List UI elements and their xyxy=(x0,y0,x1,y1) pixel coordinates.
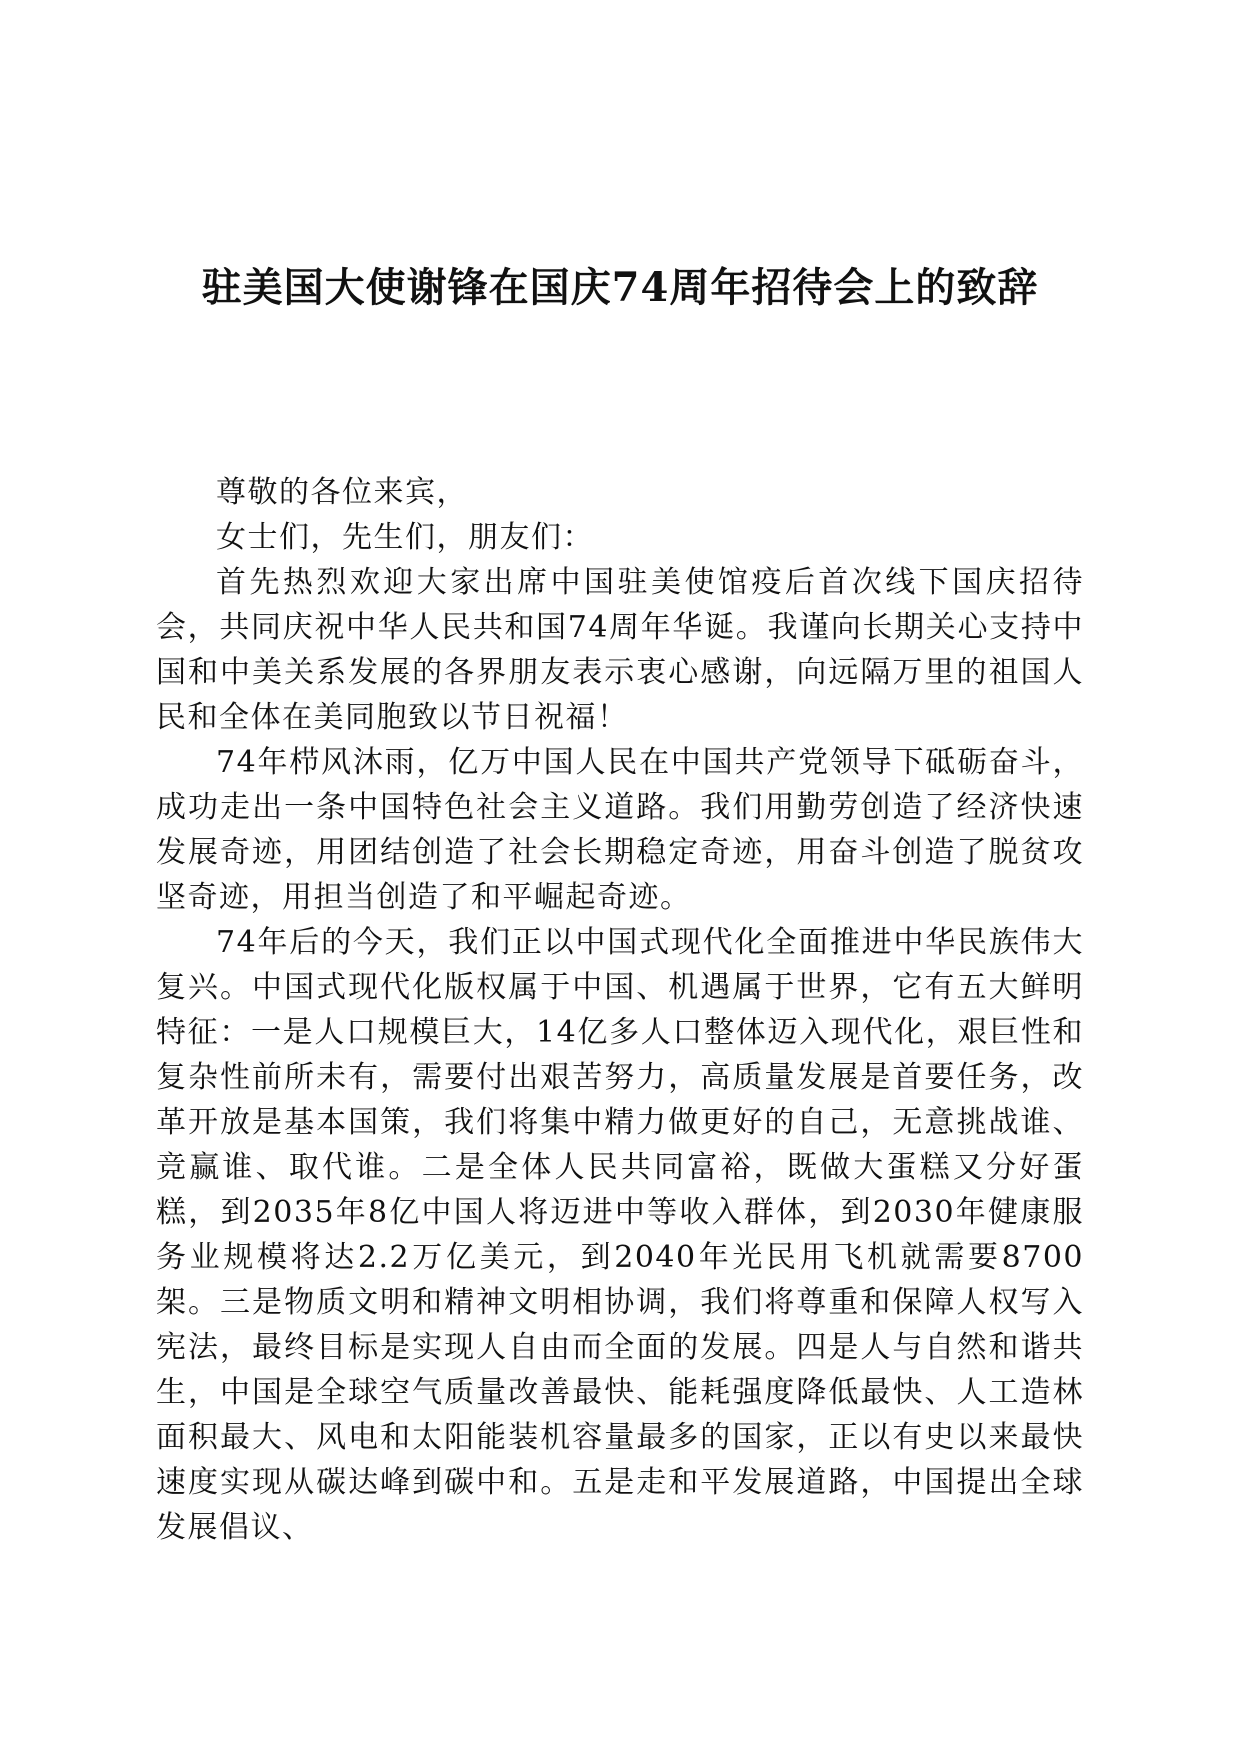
paragraph-history: 74年栉风沐雨，亿万中国人民在中国共产党领导下砥砺奋斗，成功走出一条中国特色社会主义道路。我们用勤劳创造了经济快速发展奇迹，用团结创造了社会长期稳定奇迹，用奋斗创造了脱贫攻坚奇迹，用担当创造了和平崛起奇迹。 xyxy=(156,745,1084,915)
salutation-audience: 女士们，先生们，朋友们： xyxy=(216,520,594,555)
paragraph-welcome: 首先热烈欢迎大家出席中国驻美使馆疫后首次线下国庆招待会，共同庆祝中华人民共和国74周年华诞。我谨向长期关心支持中国和中美关系发展的各界朋友表示衷心感谢，向远隔万里的祖国人民和全体在美同胞致以节日祝福！ xyxy=(156,565,1084,735)
document-body xyxy=(156,470,1084,1550)
document-title: 驻美国大使谢锋在国庆74周年招待会上的致辞 xyxy=(201,264,1039,311)
salutation-guests: 尊敬的各位来宾， xyxy=(216,475,468,510)
paragraph-modernization: 74年后的今天，我们正以中国式现代化全面推进中华民族伟大复兴。中国式现代化版权属于中国、机遇属于世界，它有五大鲜明特征：一是人口规模巨大，14亿多人口整体迈入现代化，艰巨性和复杂性前所未有，需要付出艰苦努力，高质量发展是首要任务，改革开放是基本国策，我们将集中精力做更好的自己，无意挑战谁、竞赢谁、取代谁。二是全体人民共同富裕，既做大蛋糕又分好蛋糕，到2035年8亿中国人将迈进中等收入群体，到2030年健康服务业规模将达2.2万亿美元，到2040年光民用飞机就需要8700架。三是物质文明和精神文明相协调，我们将尊重和保障人权写入宪法，最终目标是实现人自由而全面的发展。四是人与自然和谐共生，中国是全球空气质量改善最快、能耗强度降低最快、人工造林面积最大、风电和太阳能装机容量最多的国家，正以有史以来最快速度实现从碳达峰到碳中和。五是走和平发展道路，中国提出全球发展倡议、 xyxy=(156,925,1084,1545)
